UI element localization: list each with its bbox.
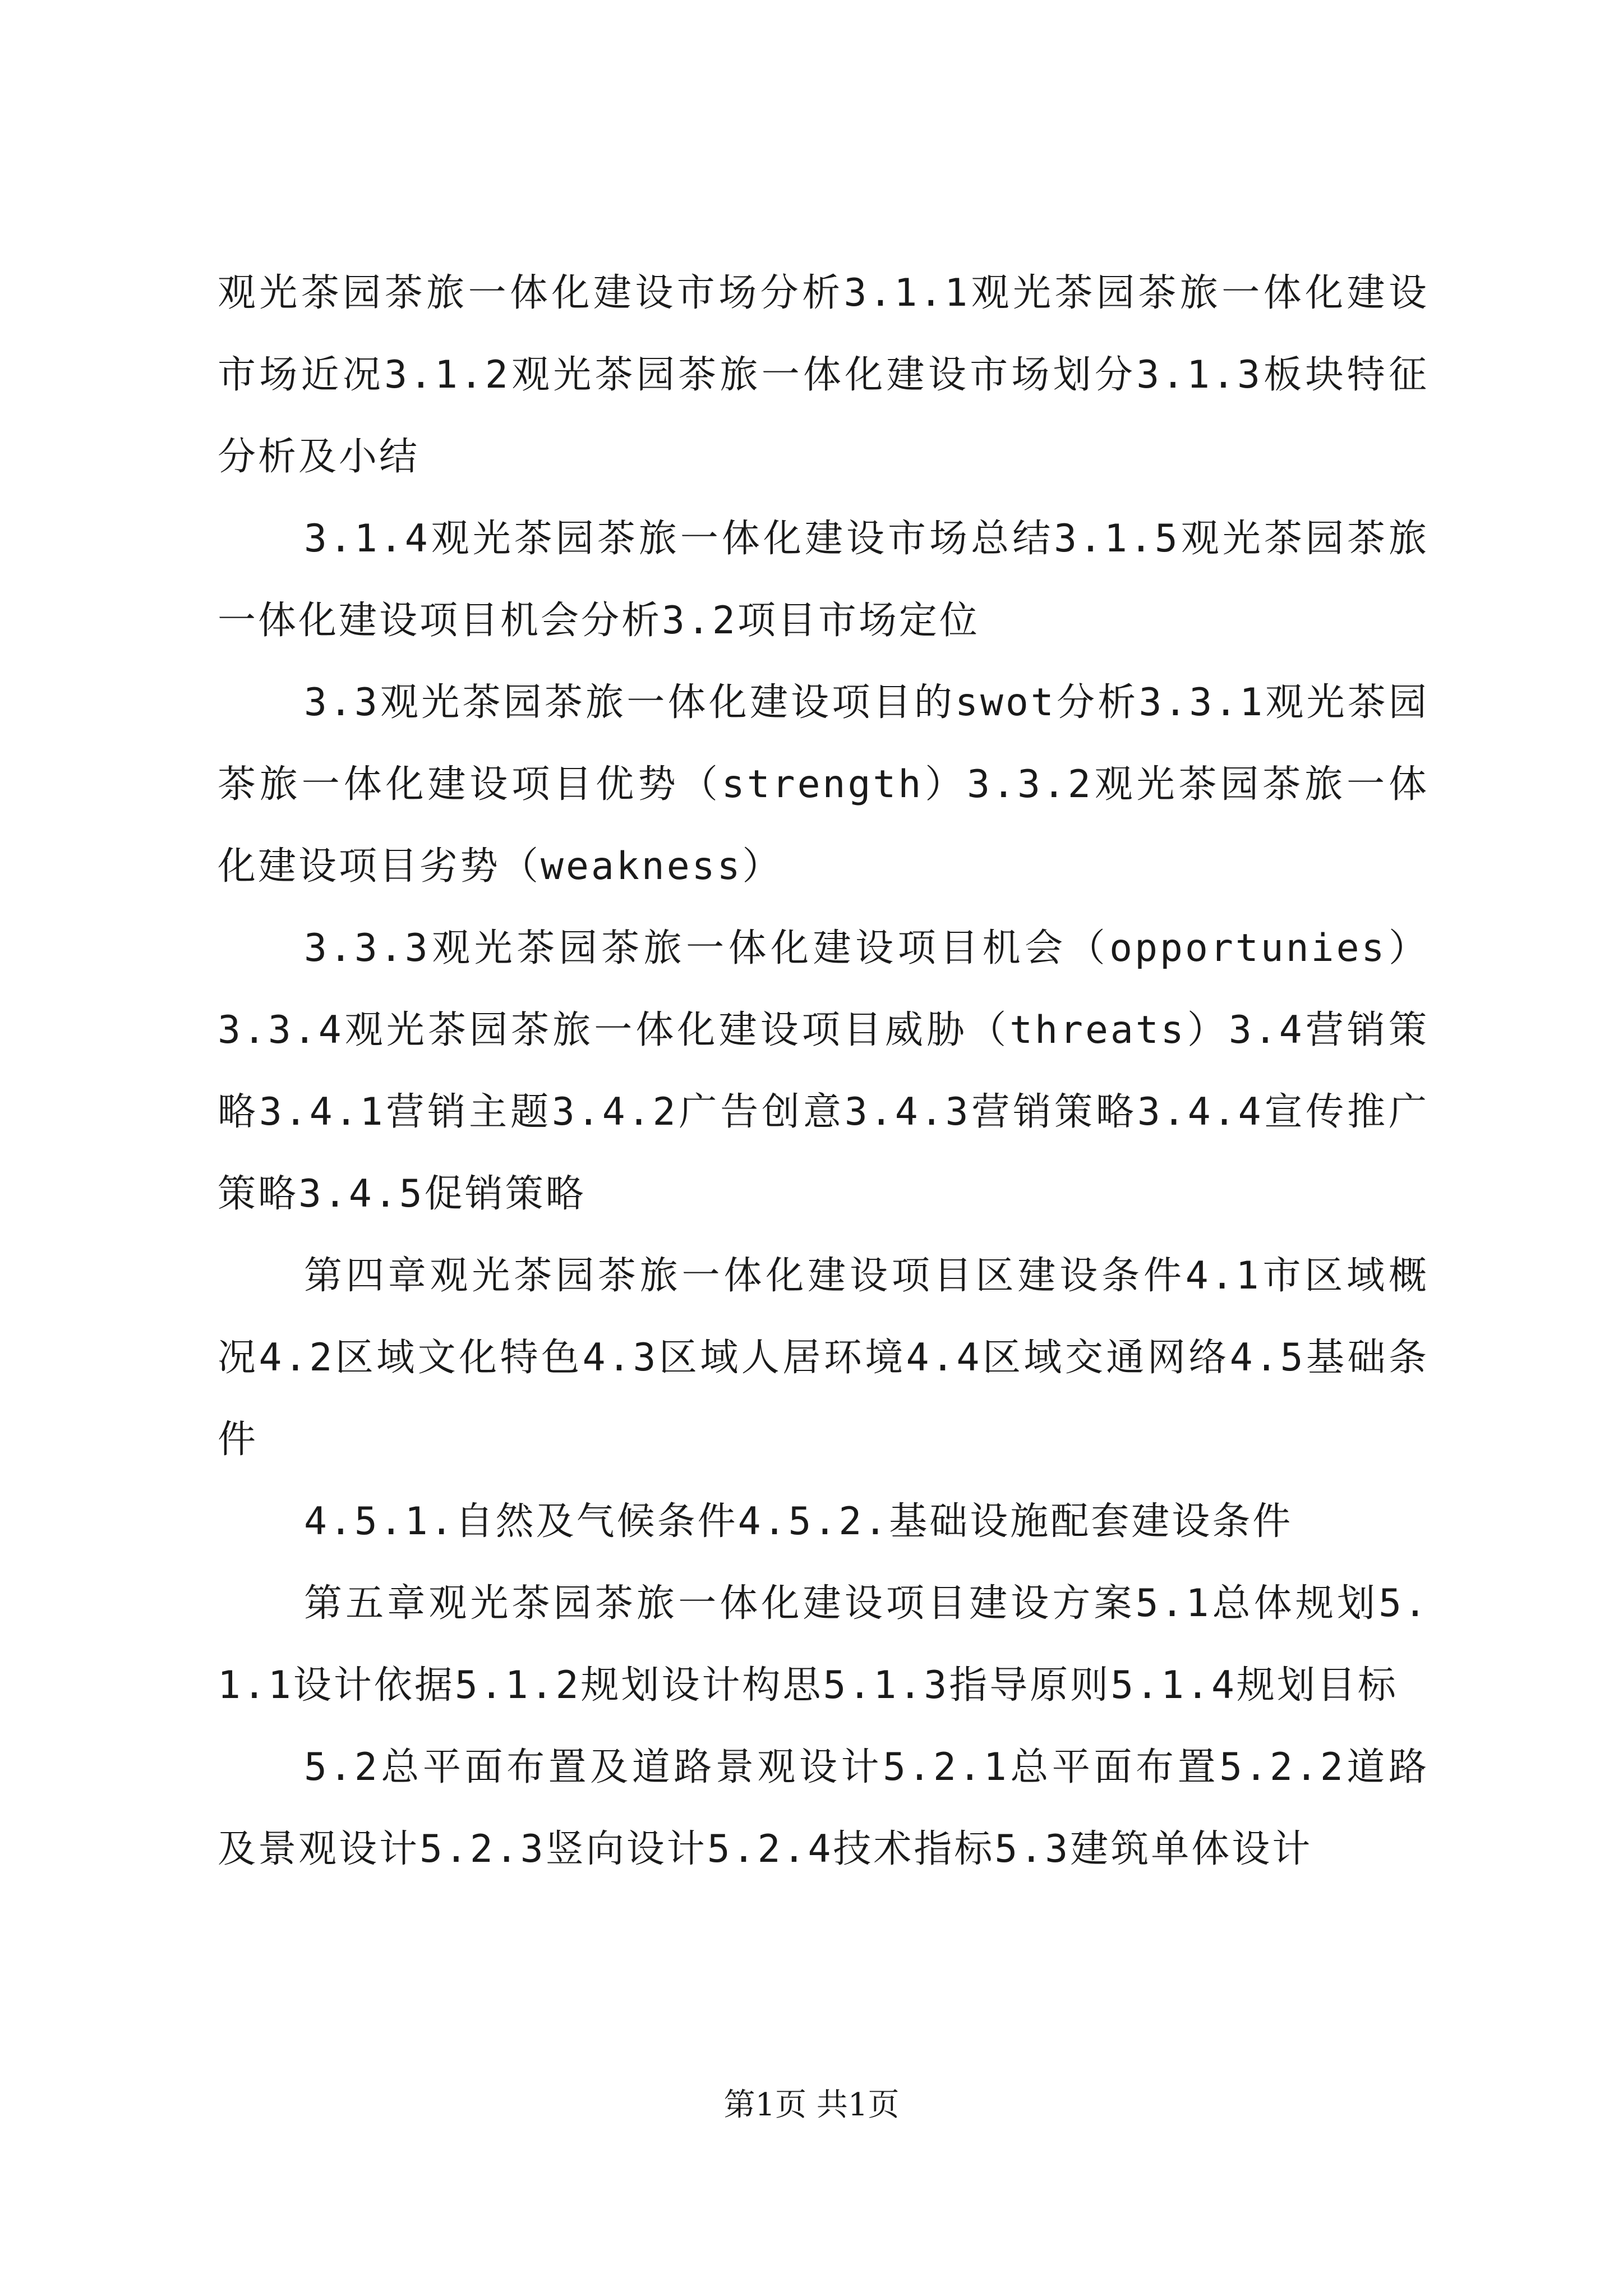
paragraph-6: 4.5.1.自然及气候条件4.5.2.基础设施配套建设条件 (304, 1499, 1293, 1544)
paragraph-7: 第五章观光茶园茶旅一体化建设项目建设方案5.1总体规划5.1.1设计依据5.1.2规划设计构思5.1.3指导原则5.1.4规划目标 (218, 1581, 1429, 1708)
paragraph-8: 5.2总平面布置及道路景观设计5.2.1总平面布置5.2.2道路及景观设计5.2.3竖向设计5.2.4技术指标5.3建筑单体设计 (218, 1745, 1429, 1871)
document-body (218, 252, 1429, 1890)
paragraph-1: 观光茶园茶旅一体化建设市场分析3.1.1观光茶园茶旅一体化建设市场近况3.1.2观光茶园茶旅一体化建设市场划分3.1.3板块特征分析及小结 (218, 271, 1429, 479)
paragraph-4: 3.3.3观光茶园茶旅一体化建设项目机会（opportunies）3.3.4观光茶园茶旅一体化建设项目威胁（threats）3.4营销策略3.4.1营销主题3.4.2广告创意3.4.3营销策略3.4.4宣传推广策略3.4.5促销策略 (218, 926, 1429, 1216)
paragraph-3: 3.3观光茶园茶旅一体化建设项目的swot分析3.3.1观光茶园茶旅一体化建设项目优势（strength）3.3.2观光茶园茶旅一体化建设项目劣势（weakness） (218, 680, 1429, 889)
paragraph-2: 3.1.4观光茶园茶旅一体化建设市场总结3.1.5观光茶园茶旅一体化建设项目机会分析3.2项目市场定位 (218, 517, 1429, 643)
paragraph-5: 第四章观光茶园茶旅一体化建设项目区建设条件4.1市区域概况4.2区域文化特色4.3区域人居环境4.4区域交通网络4.5基础条件 (218, 1254, 1429, 1462)
page-footer: 第1页 共1页 (723, 2087, 900, 2123)
